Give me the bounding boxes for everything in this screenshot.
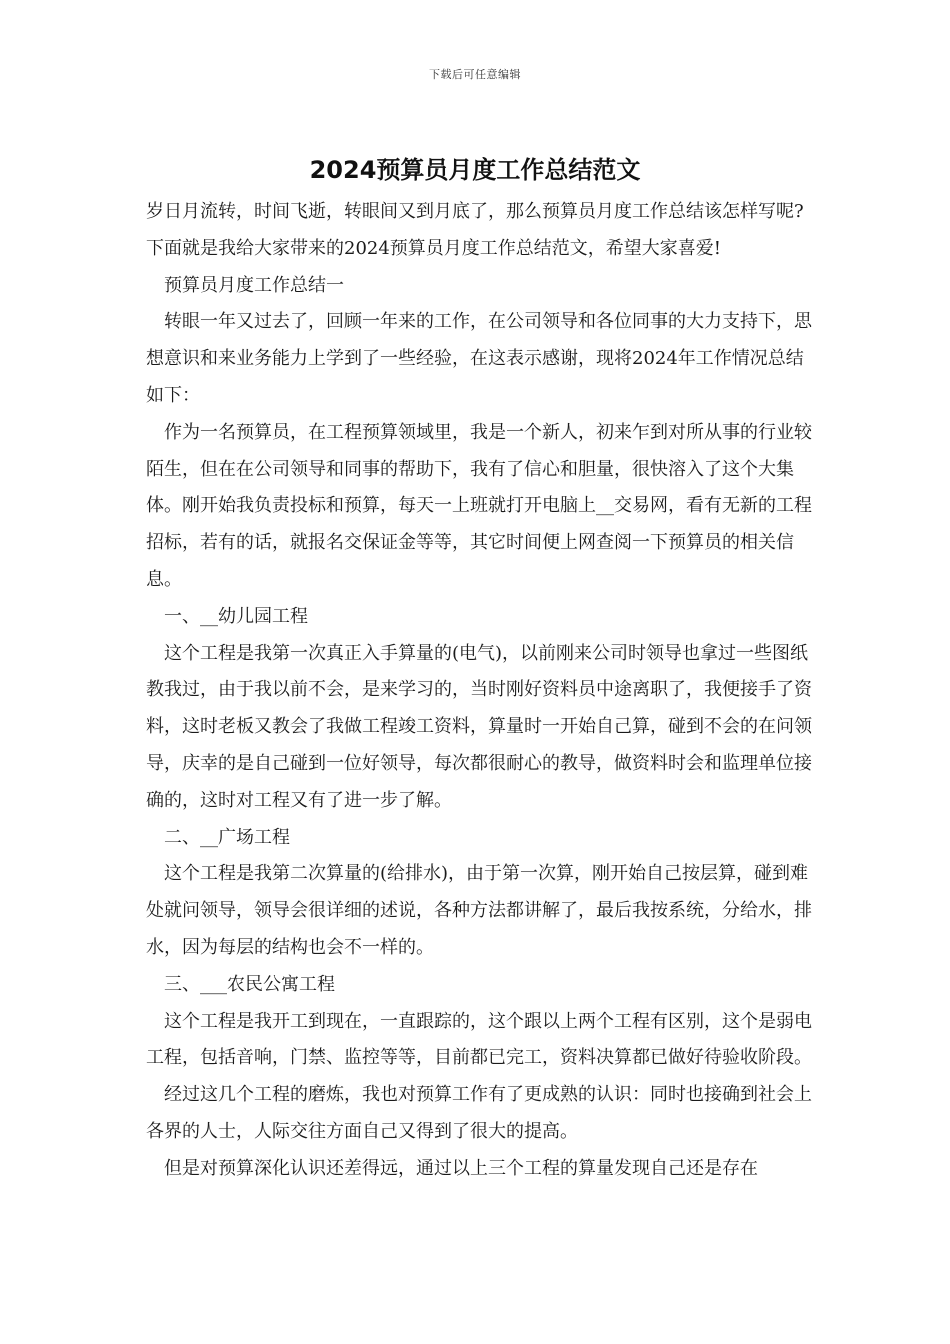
document-title: 2024预算员月度工作总结范文 <box>309 156 641 184</box>
section-heading: 预算员月度工作总结一 <box>164 274 344 296</box>
subsection-heading: 三、___农民公寓工程 <box>164 973 335 995</box>
paragraph: 但是对预算深化认识还差得远，通过以上三个工程的算量发现自己还是存在 <box>164 1157 758 1179</box>
paragraph-intro: 岁日月流转，时间飞逝，转眼间又到月底了，那么预算员月度工作总结该怎样写呢?下面就是我给大家带来的2024预算员月度工作总结范文，希望大家喜爱! <box>146 201 804 259</box>
document-body <box>146 194 818 1188</box>
paragraph: 经过这几个工程的磨炼，我也对预算工作有了更成熟的认识：同时也接确到社会上各界的人士，人际交往方面自己又得到了很大的提高。 <box>146 1084 812 1142</box>
subsection-heading: 二、__广场工程 <box>164 826 290 848</box>
subsection-heading: 一、__幼儿园工程 <box>164 605 308 627</box>
page-header-note: 下载后可任意编辑 <box>429 68 521 81</box>
paragraph: 转眼一年又过去了，回顾一年来的工作，在公司领导和各位同事的大力支持下，思想意识和来业务能力上学到了一些经验，在这表示感谢，现将2024年工作情况总结如下： <box>146 311 812 406</box>
paragraph: 作为一名预算员，在工程预算领域里，我是一个新人，初来乍到对所从事的行业较陌生，但在在公司领导和同事的帮助下，我有了信心和胆量，很快溶入了这个大集体。刚开始我负责投标和预算，每天一上班就打开电脑上__交易网，看有无新的工程招标，若有的话，就报名交保证金等等，其它时间便上网查阅一下预算员的相关信息。 <box>146 421 812 590</box>
paragraph: 这个工程是我开工到现在，一直跟踪的，这个跟以上两个工程有区别，这个是弱电工程，包括音响，门禁、监控等等，目前都已完工，资料决算都已做好待验收阶段。 <box>146 1010 812 1069</box>
paragraph: 这个工程是我第一次真正入手算量的(电气)，以前刚来公司时领导也拿过一些图纸教我过，由于我以前不会，是来学习的，当时刚好资料员中途离职了，我便接手了资料，这时老板又教会了我做工程竣工资料，算量时一开始自己算，碰到不会的在问领导，庆幸的是自己碰到一位好领导，每次都很耐心的教导，做资料时会和监理单位接确的，这时对工程又有了进一步了解。 <box>146 642 812 811</box>
paragraph: 这个工程是我第二次算量的(给排水)，由于第一次算，刚开始自己按层算，碰到难处就问领导，领导会很详细的述说，各种方法都讲解了，最后我按系统，分给水，排水，因为每层的结构也会不一样的。 <box>146 863 812 958</box>
